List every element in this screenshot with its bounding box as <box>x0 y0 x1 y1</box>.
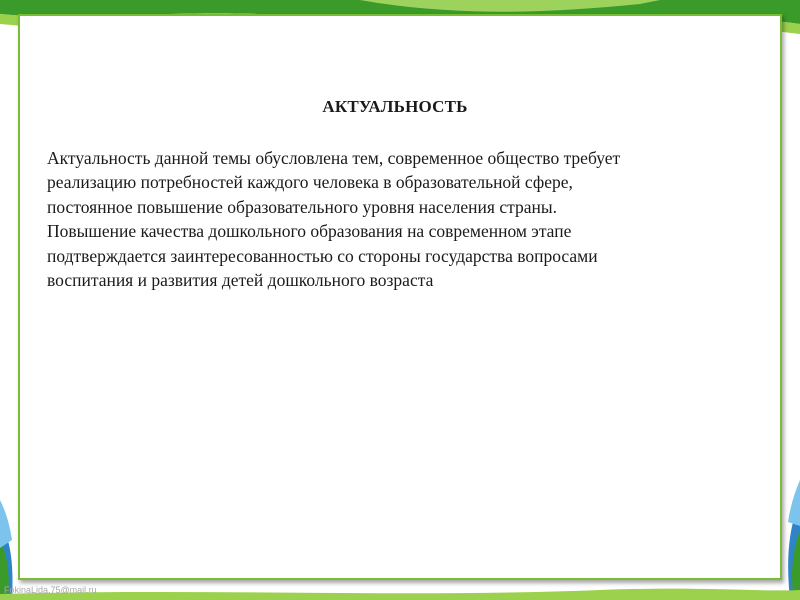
author-email-footer: FokinaLida.75@mail.ru <box>4 585 97 595</box>
body-line: реализацию потребностей каждого человека в образовательной сфере, <box>47 172 573 193</box>
body-line: Повышение качества дошкольного образования на современном этапе <box>47 221 572 242</box>
slide-body <box>47 146 747 292</box>
bottom-left-swoosh-lightblue <box>0 500 12 548</box>
slide-title: АКТУАЛЬНОСТЬ <box>322 97 468 116</box>
body-line: постоянное повышение образовательного уровня населения страны. <box>47 196 557 217</box>
body-line: воспитания и развития детей дошкольного возраста <box>47 270 434 291</box>
body-line: подтверждается заинтересованностью со стороны государства вопросами <box>47 245 598 266</box>
body-line: Актуальность данной темы обусловлена тем, современное общество требует <box>47 148 621 168</box>
bottom-band <box>0 589 800 600</box>
bottom-right-swoosh-lightblue <box>788 480 800 526</box>
